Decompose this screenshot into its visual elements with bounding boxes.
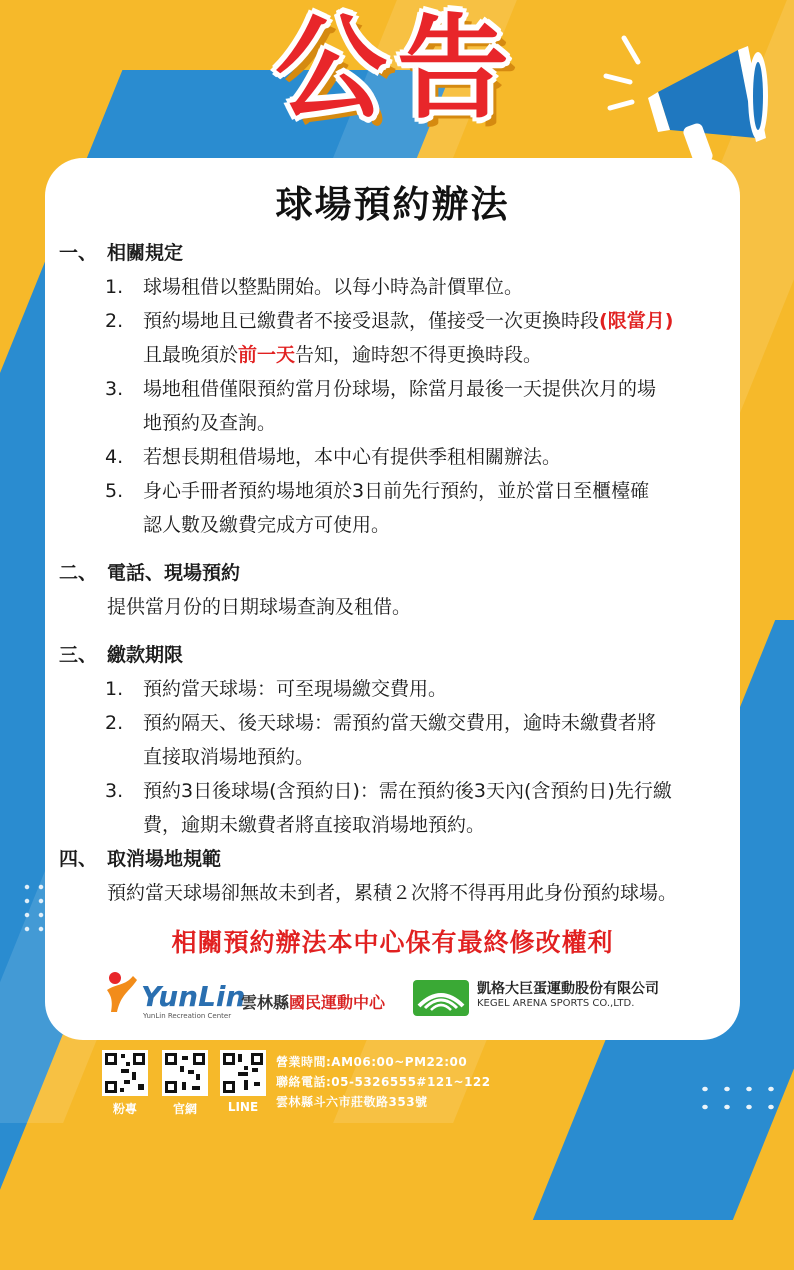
rights-notice: 相關預約辦法本中心保有最終修改權利 (171, 928, 614, 957)
item-text: 預約場地且已繳費者不接受退款，僅接受一次更換時段(限當月) (143, 310, 674, 332)
rules-content (59, 236, 779, 910)
qr-label: 官網 (172, 1102, 197, 1116)
announcement-headline: 公告 (275, 4, 519, 134)
section-heading (59, 556, 779, 590)
contact-phone: 聯絡電話:05-5326555#121~122 (276, 1075, 491, 1089)
business-hours: 營業時間:AM06:00~PM22:00 (276, 1055, 468, 1069)
highlight-text: 前一天 (238, 344, 296, 366)
item-text: 預約當天球場：可至現場繳交費用。 (143, 678, 448, 700)
qr-code-icon[interactable] (162, 1050, 208, 1096)
item-text: 預約隔天、後天球場：需預約當天繳交費用，逾時未繳費者將 (143, 712, 657, 734)
qr-label: LINE (227, 1100, 259, 1114)
item-text: 費，逾期未繳費者將直接取消場地預約。 (143, 814, 486, 836)
page-title: 球場預約辦法 (275, 183, 510, 226)
item-text: 認人數及繳費完成方可使用。 (143, 514, 391, 536)
item-text: 且最晚須於前一天告知，逾時恕不得更換時段。 (143, 344, 543, 366)
section-heading (59, 842, 779, 876)
item-text: 若想長期租借場地，本中心有提供季租相關辦法。 (143, 446, 562, 468)
section-number: 一、 (59, 242, 98, 264)
contact-info (276, 1052, 491, 1112)
item-number: 5. (105, 480, 124, 502)
yunlin-subtitle: YunLin Recreation Center (143, 1012, 232, 1020)
list-item (59, 372, 779, 440)
announcement-card (45, 158, 740, 1040)
section-number: 四、 (59, 848, 98, 870)
qr-label: 粉專 (112, 1102, 137, 1116)
list-item (59, 440, 779, 474)
list-item (59, 474, 779, 542)
qr-code-icon[interactable] (102, 1050, 148, 1096)
item-text: 直接取消場地預約。 (143, 746, 315, 768)
sponsor-logos (45, 968, 740, 1028)
kegel-logo-icon (413, 980, 469, 1016)
item-number: 4. (105, 446, 124, 468)
kegel-company-name: 凱格大巨蛋運動股份有限公司 (477, 981, 659, 997)
item-number: 3. (105, 378, 124, 400)
item-text: 預約3日後球場(含預約日)：需在預約後3天內(含預約日)先行繳 (143, 780, 672, 802)
section-text: 提供當月份的日期球場查詢及租借。 (107, 596, 412, 618)
section-heading (59, 236, 779, 270)
section-title: 取消場地規範 (107, 848, 222, 870)
decorative-dots (694, 1080, 784, 1120)
section-text: 預約當天球場卻無故未到者，累積２次將不得再用此身份預約球場。 (107, 882, 678, 904)
item-number: 1. (105, 678, 124, 700)
section-title: 電話、現場預約 (107, 562, 241, 584)
list-item (59, 706, 779, 774)
yunlin-logo-icon (103, 968, 143, 1018)
megaphone-icon (588, 20, 778, 170)
item-text: 地預約及查詢。 (143, 412, 277, 434)
contact-address: 雲林縣斗六市莊敬路353號 (276, 1095, 428, 1109)
kegel-company-english: KEGEL ARENA SPORTS CO.,LTD. (477, 998, 635, 1009)
item-text: 場地租借僅限預約當月份球場，除當月最後一天提供次月的場 (143, 378, 657, 400)
section-heading (59, 638, 779, 672)
highlight-text: (限當月) (599, 310, 674, 332)
item-text: 身心手冊者預約場地須於3日前先行預約，並於當日至櫃檯確 (143, 480, 650, 502)
item-number: 2. (105, 712, 124, 734)
list-item (59, 774, 779, 842)
center-name: 雲林縣國民運動中心 (241, 993, 386, 1012)
list-item (59, 270, 779, 304)
yunlin-wordmark: YunLin (141, 980, 246, 1013)
section-title: 繳款期限 (107, 644, 184, 666)
contact-footer (102, 1050, 502, 1120)
list-item (59, 304, 779, 372)
item-text: 球場租借以整點開始。以每小時為計價單位。 (143, 276, 524, 298)
item-number: 1. (105, 276, 124, 298)
section-number: 二、 (59, 562, 98, 584)
item-number: 2. (105, 310, 124, 332)
item-number: 3. (105, 780, 124, 802)
section-number: 三、 (59, 644, 98, 666)
qr-code-icon[interactable] (220, 1050, 266, 1096)
list-item (59, 672, 779, 706)
section-title: 相關規定 (107, 242, 184, 264)
